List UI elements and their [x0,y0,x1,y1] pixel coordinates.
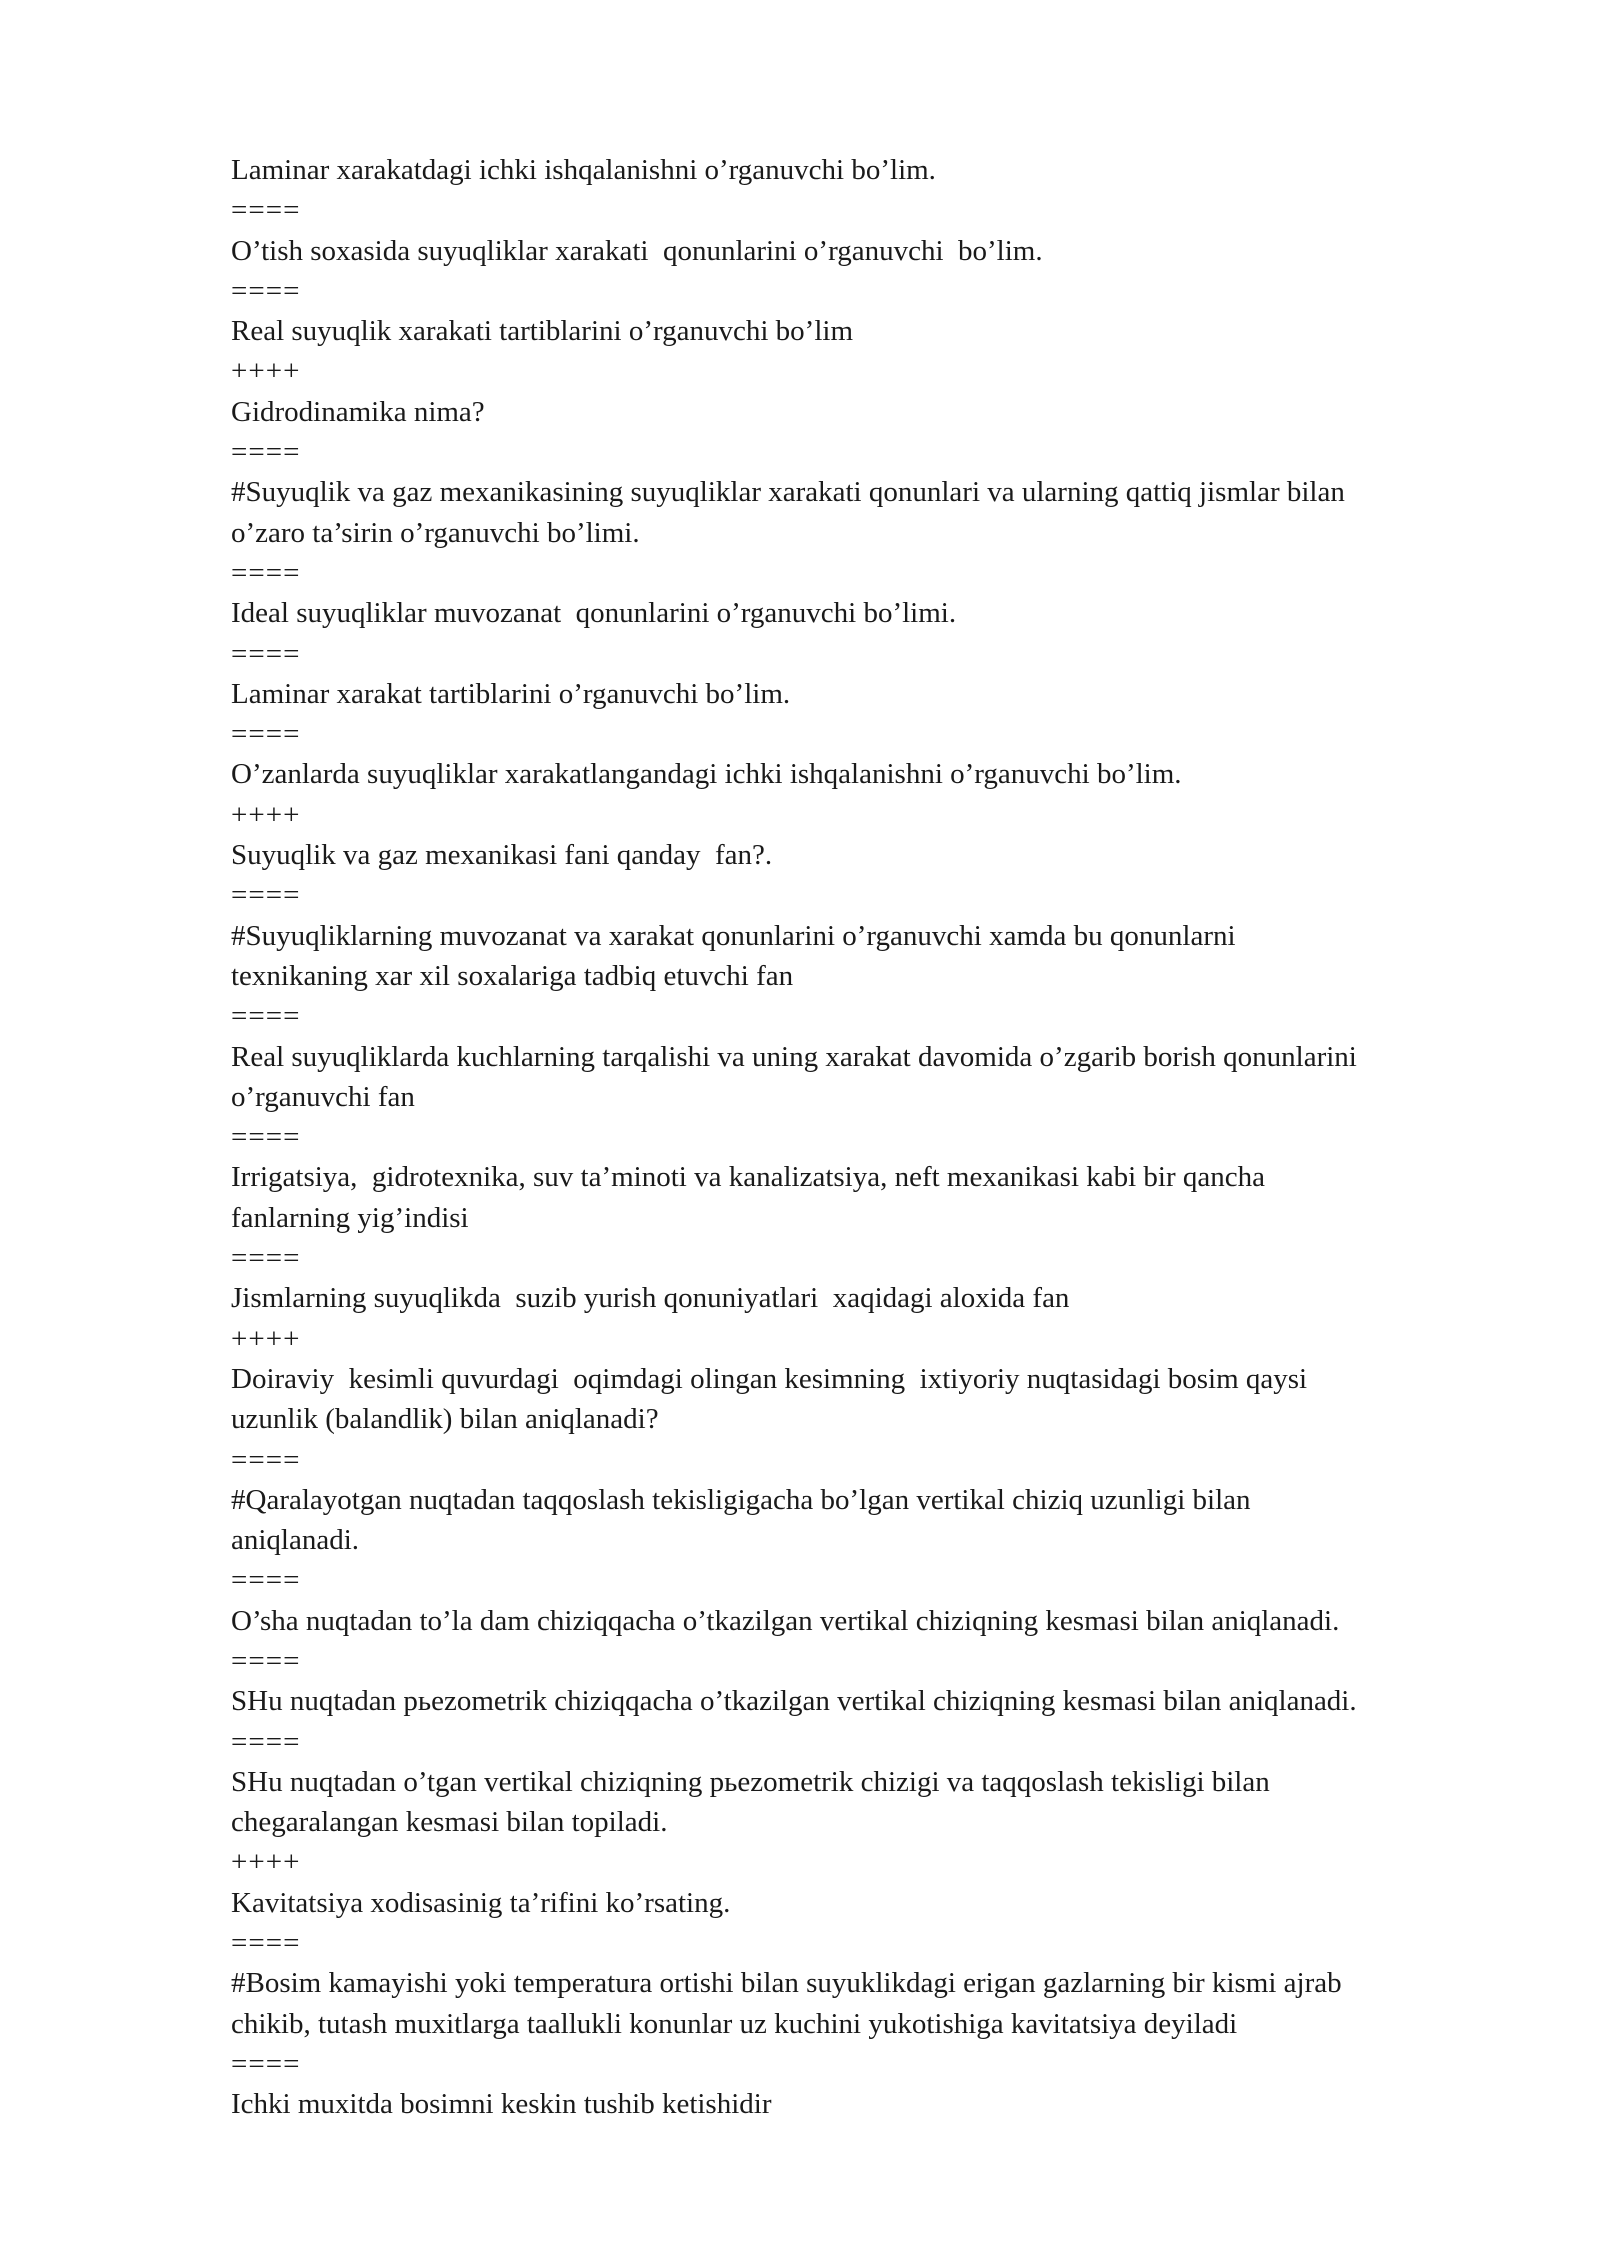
text-line: Real suyuqlik xarakati tartiblarini o’rganuvchi bo’lim [231,315,853,348]
answer-separator: ==== [231,1242,301,1275]
answer-text: SHu nuqtadan pьezometrik chiziqqacha o’tkazilgan vertikal chiziqning kesmasi bilan aniqlanadi. [231,1685,1357,1718]
question-separator: ++++ [231,355,301,388]
answer-text: Ichki muxitda bosimni keskin tushib ketishidir [231,2088,772,2121]
correct-answer-text: aniqlanadi. [231,1524,360,1557]
answer-separator: ==== [231,1927,301,1960]
answer-text: Laminar xarakat tartiblarini o’rganuvchi bo’lim. [231,677,791,710]
question-text: Suyuqlik va gaz mexanikasi fani qanday fan?. [231,839,773,872]
answer-text: O’sha nuqtadan to’la dam chiziqqacha o’tkazilgan vertikal chiziqning kesmasi bilan aniqlanadi. [231,1604,1340,1637]
answer-text: fanlarning yig’indisi [231,1201,469,1234]
answer-text: O’zanlarda suyuqliklar xarakatlangandagi ichki ishqalanishni o’rganuvchi bo’lim. [231,758,1182,791]
question-separator: ++++ [231,798,301,831]
answer-separator: ==== [231,879,301,912]
answer-text: Jismlarning suyuqlikda suzib yurish qonuniyatlari xaqidagi aloxida fan [231,1282,1070,1315]
correct-answer-text: #Suyuqlik va gaz mexanikasining suyuqliklar xarakati qonunlari va ularning qattiq jismlar bilan [231,476,1345,509]
answer-separator: ==== [231,1443,301,1476]
correct-answer-text: #Suyuqliklarning muvozanat va xarakat qonunlarini o’rganuvchi xamda bu qonunlarni [231,919,1236,952]
correct-answer-text: #Bosim kamayishi yoki temperatura ortishi bilan suyuklikdagi erigan gazlarning bir kismi ajrab [231,1967,1342,2000]
answer-text: Irrigatsiya, gidrotexnika, suv ta’minoti va kanalizatsiya, neft mexanikasi kabi bir qancha [231,1161,1266,1194]
answer-separator: ==== [231,1121,301,1154]
answer-separator: ==== [231,556,301,589]
answer-separator: ==== [231,1644,301,1677]
question-text: Doiraviy kesimli quvurdagi oqimdagi olingan kesimning ixtiyoriy nuqtasidagi bosim qaysi [231,1362,1308,1395]
answer-text: SHu nuqtadan o’tgan vertikal chiziqning pьezometrik chizigi va taqqoslash tekisligi bilan [231,1765,1270,1798]
answer-separator: ==== [231,1564,301,1597]
question-text: Gidrodinamika nima? [231,395,485,428]
correct-answer-text: #Qaralayotgan nuqtadan taqqoslash tekisligigacha bo’lgan vertikal chiziq uzunligi bilan [231,1483,1251,1516]
text-line: O’tish soxasida suyuqliklar xarakati qonunlarini o’rganuvchi bo’lim. [231,234,1043,267]
document-body [231,150,1511,2125]
answer-text: o’rganuvchi fan [231,1080,415,1113]
answer-text: Ideal suyuqliklar muvozanat qonunlarini o’rganuvchi bo’limi. [231,597,957,630]
question-separator: ++++ [231,1846,301,1879]
answer-separator: ==== [231,1000,301,1033]
question-separator: ++++ [231,1322,301,1355]
correct-answer-text: o’zaro ta’sirin o’rganuvchi bo’limi. [231,516,640,549]
answer-separator: ==== [231,194,301,227]
answer-separator: ==== [231,637,301,670]
answer-separator: ==== [231,1725,301,1758]
question-text: uzunlik (balandlik) bilan aniqlanadi? [231,1403,659,1436]
answer-separator: ==== [231,436,301,469]
correct-answer-text: chikib, tutash muxitlarga taallukli konunlar uz kuchini yukotishiga kavitatsiya deyiladi [231,2007,1238,2040]
answer-text: Real suyuqliklarda kuchlarning tarqalishi va uning xarakat davomida o’zgarib borish qonunlarini [231,1040,1357,1073]
text-line: Laminar xarakatdagi ichki ishqalanishni o’rganuvchi bo’lim. [231,154,936,186]
answer-separator: ==== [231,718,301,751]
answer-separator: ==== [231,274,301,307]
question-text: Kavitatsiya xodisasinig ta’rifini ko’rsating. [231,1886,731,1919]
correct-answer-text: texnikaning xar xil soxalariga tadbiq etuvchi fan [231,959,794,992]
answer-separator: ==== [231,2047,301,2080]
answer-text: chegaralangan kesmasi bilan topiladi. [231,1806,668,1839]
